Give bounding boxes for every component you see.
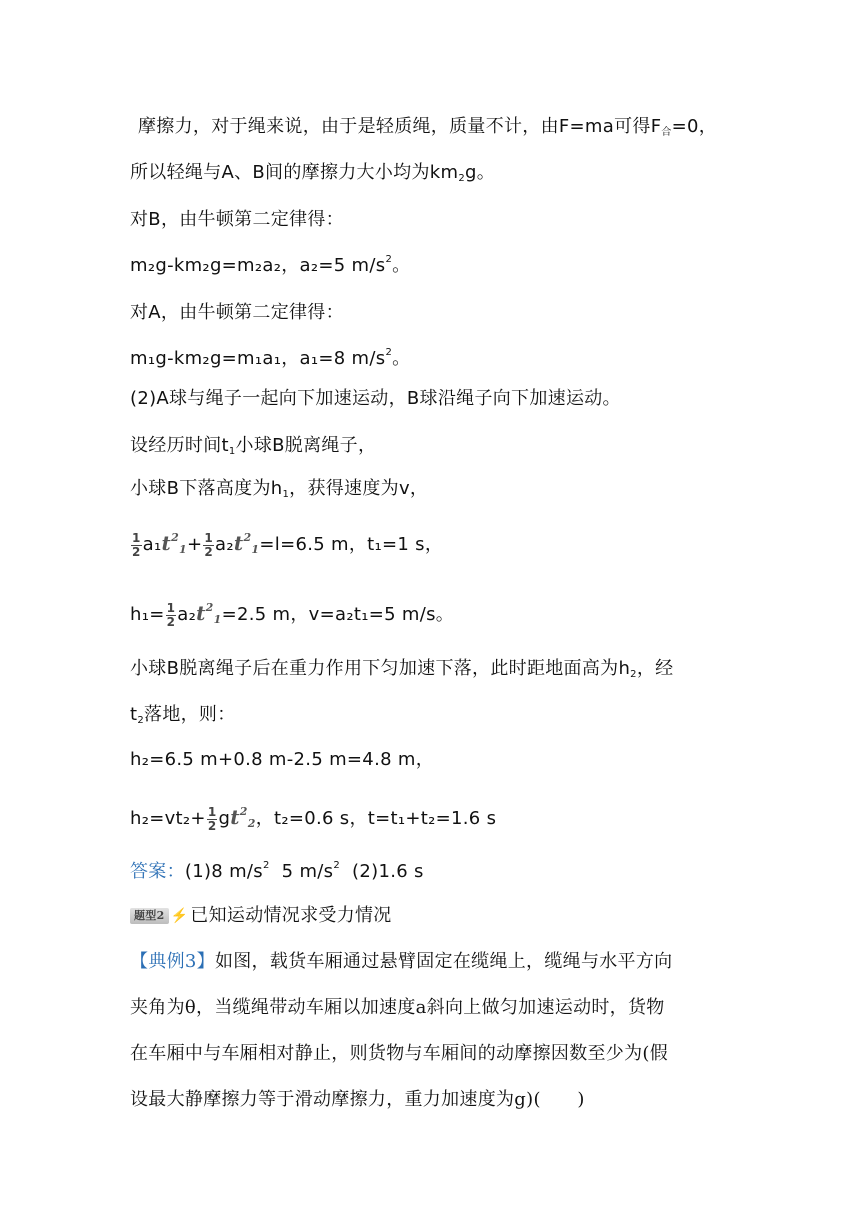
text-line-7: (2)A球与绳子一起向下加速运动，B球沿绳子向下加速运动。 <box>130 388 621 409</box>
text-line-8: 设经历时间$t_1$小球B脱离绳子， <box>130 435 377 457</box>
text-line-13: $t_2$落地，则： <box>130 704 236 726</box>
fraction-half: $\frac{1}{2}$ <box>166 600 176 629</box>
equation-line-15: h₂=vt₂+ $\frac{1}{2}$ $gt^2_2$，t₂=0.6 s，t=t₁+t₂=1.6 s <box>130 804 497 833</box>
t2-squared: $t^2_2$ <box>230 805 256 830</box>
example-line-3: 在车厢中与车厢相对静止，则货物与车厢间的动摩擦因数至少为(假 <box>130 1043 669 1064</box>
text-line-12: 小球B脱离绳子后在重力作用下匀加速下落，此时距地面高为$h_2$，经 <box>130 658 674 680</box>
example-line-4: 设最大静摩擦力等于滑动摩擦力，重力加速度为g)( ) <box>130 1089 585 1110</box>
equation-line-11: h₁= $\frac{1}{2}$ $a_2t^2_1=2.5$ m，v=a₂t₁=5 m/s。 <box>130 600 455 629</box>
text-line-9: 小球B下落高度为$h_1$，获得速度为v， <box>130 478 429 500</box>
t1-squared: $t^2_1$ <box>233 531 260 556</box>
fraction-half: $\frac{1}{2}$ <box>204 530 214 559</box>
t1-squared: $t^2_1$ <box>196 601 222 626</box>
lightning-icon: ⚡ <box>170 908 189 924</box>
fraction-half: $\frac{1}{2}$ <box>132 530 141 559</box>
t1-squared: $t^2_1$ <box>161 531 187 556</box>
question-type-heading: 题型2 ⚡ 已知运动情况求受力情况 <box>130 903 740 929</box>
example-line-1: 【典例3】如图，载货车厢通过悬臂固定在缆绳上，缆绳与水平方向 <box>130 951 673 972</box>
example-label: 【典例3】 <box>130 951 215 972</box>
example-line-2: 夹角为θ，当缆绳带动车厢以加速度a斜向上做匀加速运动时，货物 <box>130 997 665 1018</box>
equation-line-14: h₂=6.5 m+0.8 m-2.5 m=4.8 m， <box>130 749 434 770</box>
equation-line-b: m₂g-km₂g=m₂a₂，a₂=5 $m/s^2$。 <box>130 254 411 276</box>
equation-line-a: m₁g-km₂g=m₁a₁，a₁=8 $m/s^2$。 <box>130 347 411 369</box>
answer-line: 答案：(1)8 $m/s^2$ 5 $m/s^2$ (2)1.6 s <box>130 860 424 882</box>
text-line-3: 对B，由牛顿第二定律得： <box>130 209 344 230</box>
text-line-5: 对A，由牛顿第二定律得： <box>130 302 344 323</box>
equation-line-10: $\frac{1}{2}$ $a_1t^2_1+$ $\frac{1}{2}$ $a_2t^2_1=l=6.5$ m，t₁=1 s， <box>132 530 444 559</box>
text-line-2: 所以轻绳与A、B间的摩擦力大小均为$km_2g$。 <box>130 162 496 184</box>
type-badge: 题型2 <box>130 908 169 924</box>
answer-label: 答案： <box>130 861 185 882</box>
text-line-1: 摩擦力，对于绳来说，由于是轻质绳，质量不计，由F=ma可得$F_合=0$， <box>138 116 718 138</box>
fraction-half: $\frac{1}{2}$ <box>207 804 217 833</box>
